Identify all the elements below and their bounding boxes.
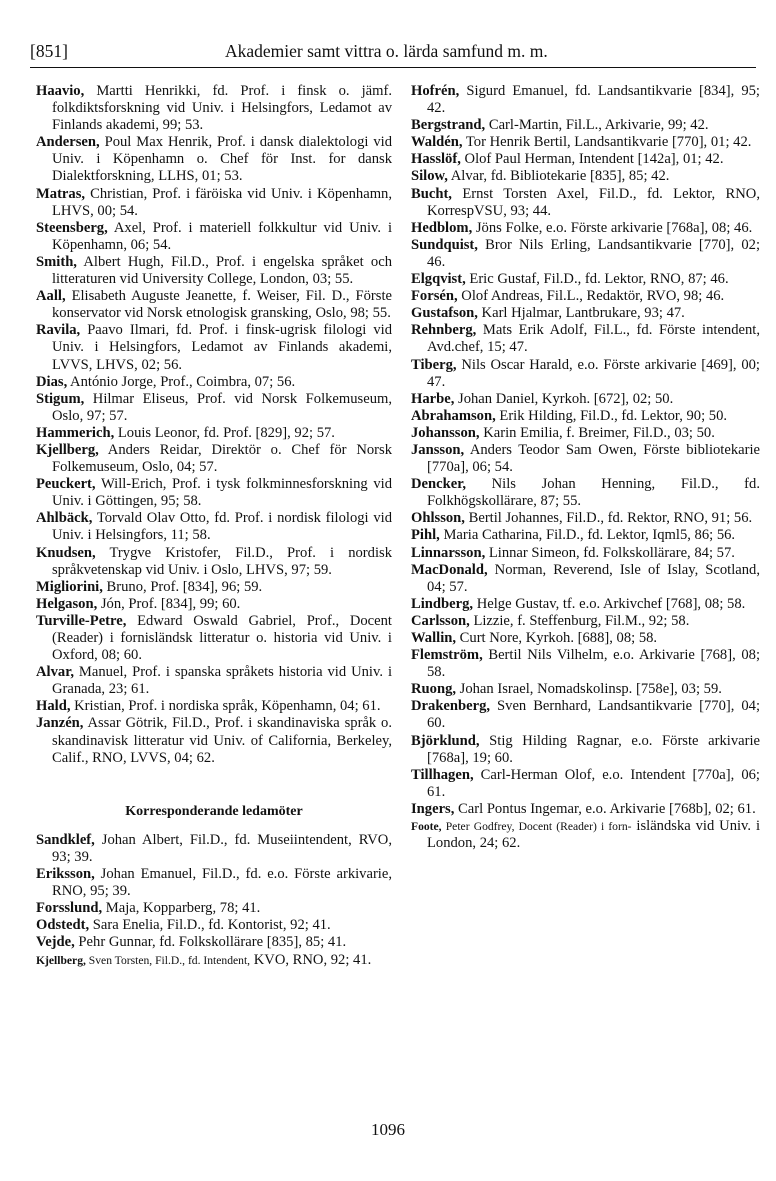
entry-name: Björklund, bbox=[411, 732, 480, 749]
list-item bbox=[411, 630, 760, 647]
section-heading: Korresponderande ledamöter bbox=[125, 803, 303, 819]
list-item bbox=[411, 733, 760, 767]
entry-text: KVO, RNO, 92; 41. bbox=[253, 951, 372, 968]
entry-name: Aall, bbox=[36, 288, 66, 305]
list-item bbox=[36, 545, 392, 579]
list-item bbox=[411, 151, 760, 168]
entry-text: Carl-Martin, Fil.L., Arkivarie, 99; 42. bbox=[485, 117, 709, 134]
list-item bbox=[411, 545, 760, 562]
entry-text: Sven Bernhard, Landsantikvarie [770], 04; 60. bbox=[427, 698, 760, 732]
entry-name: Turville-Petre, bbox=[36, 612, 127, 629]
list-item bbox=[411, 220, 760, 237]
list-item bbox=[36, 374, 392, 391]
entry-text: Lizzie, f. Steffenburg, Fil.M., 92; 58. bbox=[469, 612, 690, 629]
entry-text: Mats Erik Adolf, Fil.L., fd. Förste intendent, Avd.chef, 15; 47. bbox=[427, 322, 760, 356]
list-item bbox=[411, 613, 760, 630]
entry-name: Stigum, bbox=[36, 390, 85, 407]
entry-text: Trygve Kristofer, Fil.D., Prof. i nordisk språkvetenskap vid Univ. i Oslo, LHVS, 97; 59. bbox=[52, 544, 392, 578]
list-item bbox=[411, 596, 760, 613]
entry-text: Maria Catharina, Fil.D., fd. Lektor, Iqml5, 86; 56. bbox=[439, 527, 736, 544]
list-item bbox=[411, 425, 760, 442]
list-item bbox=[411, 801, 760, 818]
entry-text: Eric Gustaf, Fil.D., fd. Lektor, RNO, 87; 46. bbox=[465, 271, 729, 288]
entry-name: Silow, bbox=[411, 168, 448, 185]
entry-text: Edward Oswald Gabriel, Prof., Docent (Reader) i fornisländsk litteratur o. historia vid Univ. i Oxford, 08; 60. bbox=[52, 612, 392, 664]
list-item bbox=[411, 117, 760, 134]
entry-text: Maja, Kopparberg, 78; 41. bbox=[102, 900, 261, 917]
entry-text: Axel, Prof. i materiell folkkultur vid Univ. i Köpenhamn, 06; 54. bbox=[52, 219, 392, 253]
list-item bbox=[36, 186, 392, 220]
header-page-number: [851] bbox=[30, 41, 68, 61]
entry-name: Wallin, bbox=[411, 630, 457, 646]
entry-name: Kjellberg, bbox=[36, 953, 86, 967]
entry-name: Hofrén, bbox=[411, 83, 460, 99]
list-item bbox=[411, 698, 760, 732]
list-item bbox=[36, 83, 392, 134]
list-item bbox=[411, 476, 760, 510]
entry-text: Anders Teodor Sam Owen, Förste bibliotekarie [770a], 06; 54. bbox=[427, 441, 760, 476]
entry-text: Linnar Simeon, fd. Folkskollärare, 84; 57. bbox=[485, 544, 735, 561]
list-item bbox=[411, 186, 760, 220]
entry-text: Jón, Prof. [834], 99; 60. bbox=[97, 595, 241, 612]
list-item bbox=[36, 288, 392, 322]
entry-text: Elisabeth Auguste Jeanette, f. Weiser, Fil. D., Förste konservator vid Norsk etnologisk gransking, Oslo, 98; 55. bbox=[52, 288, 392, 322]
footer-page-number: 1096 bbox=[371, 1120, 405, 1139]
list-item bbox=[36, 391, 392, 425]
entry-text: Johan Emanuel, Fil.D., fd. e.o. Förste arkivarie, RNO, 95; 39. bbox=[52, 866, 392, 900]
entry-text: Stig Hilding Ragnar, e.o. Förste arkivarie [768a], 19; 60. bbox=[427, 732, 760, 766]
list-item bbox=[411, 271, 760, 288]
entry-text: Torvald Olav Otto, fd. Prof. i nordisk filologi vid Univ. i Helsingfors, 11; 58. bbox=[52, 510, 392, 544]
entry-text: Sigurd Emanuel, fd. Landsantikvarie [834], 95; 42. bbox=[427, 83, 760, 117]
entry-name: Drakenberg, bbox=[411, 698, 491, 715]
entry-text: Carl-Herman Olof, e.o. Intendent [770a], 06; 61. bbox=[427, 766, 760, 800]
entry-name: Dencker, bbox=[411, 476, 466, 493]
list-item bbox=[411, 134, 760, 151]
list-item bbox=[411, 322, 760, 356]
list-item bbox=[36, 220, 392, 254]
list-item bbox=[411, 818, 760, 852]
entry-name: Odstedt, bbox=[36, 917, 90, 934]
list-item bbox=[36, 900, 392, 917]
entry-name: Rehnberg, bbox=[411, 322, 477, 339]
entry-text: Bertil Johannes, Fil.D., fd. Rektor, RNO, 91; 56. bbox=[464, 510, 753, 527]
entry-text: Bertil Nils Vilhelm, e.o. Arkivarie [768], 08; 58. bbox=[427, 647, 760, 681]
entry-text: Paavo Ilmari, fd. Prof. i finsk-ugrisk filologi vid Univ. i Helsingfors, Ledamot av Finlands akademi, LVVS, LHVS, 02; 56. bbox=[52, 322, 392, 373]
entry-name: Tiberg, bbox=[411, 356, 457, 373]
list-item bbox=[36, 832, 392, 866]
list-item bbox=[411, 767, 760, 801]
list-item bbox=[36, 322, 392, 373]
entry-text: Johan Israel, Nomadskolinsp. [758e], 03; 59. bbox=[456, 681, 722, 698]
entry-text: Kristian, Prof. i nordiska språk, Köpenhamn, 04; 61. bbox=[70, 698, 381, 715]
entry-text: Christian, Prof. i färöiska vid Univ. i Köpenhamn, LHVS, 00; 54. bbox=[52, 185, 392, 219]
list-item bbox=[411, 527, 760, 544]
entry-name: Matras, bbox=[36, 185, 86, 202]
entry-name: Sandklef, bbox=[36, 831, 95, 848]
right-column bbox=[411, 83, 760, 852]
entry-name: Flemström, bbox=[411, 647, 483, 664]
entry-name: Sundquist, bbox=[411, 236, 478, 253]
entry-text: Ernst Torsten Axel, Fil.D., fd. Lektor, RNO, KorrespVSU, 93; 44. bbox=[427, 185, 760, 219]
entry-text: Erik Hilding, Fil.D., fd. Lektor, 90; 50. bbox=[495, 407, 728, 424]
entry-text: Jöns Folke, e.o. Förste arkivarie [768a], 08; 46. bbox=[472, 219, 753, 236]
list-item bbox=[411, 408, 760, 425]
entry-name: Ahlbäck, bbox=[36, 510, 93, 527]
list-item bbox=[36, 510, 392, 544]
list-item bbox=[36, 952, 392, 969]
entry-text: isländska vid Univ. i London, 24; 62. bbox=[427, 818, 760, 852]
entry-name: MacDonald, bbox=[411, 561, 488, 578]
entry-text: Nils Oscar Harald, e.o. Förste arkivarie [469], 00; 47. bbox=[427, 356, 760, 390]
entry-text: Sara Enelia, Fil.D., fd. Kontorist, 92; 41. bbox=[89, 917, 331, 934]
entry-name: Steensberg, bbox=[36, 219, 108, 236]
list-item bbox=[36, 866, 392, 900]
list-item bbox=[36, 664, 392, 698]
list-item bbox=[411, 562, 760, 596]
entry-text: Nils Johan Henning, Fil.D., fd. Folkhögskollärare, 87; 55. bbox=[427, 476, 760, 510]
entry-name: Jansson, bbox=[411, 441, 465, 458]
entry-name: Vejde, bbox=[36, 934, 75, 951]
list-item bbox=[36, 715, 392, 766]
entry-text: Curt Nore, Kyrkoh. [688], 08; 58. bbox=[456, 630, 658, 646]
entry-text: Johan Albert, Fil.D., fd. Museiintendent, RVO, 93; 39. bbox=[52, 831, 392, 865]
entry-text: Johan Daniel, Kyrkoh. [672], 02; 50. bbox=[454, 390, 674, 407]
entry-name: Bucht, bbox=[411, 185, 452, 202]
list-item bbox=[411, 168, 760, 185]
entry-text: Will-Erich, Prof. i tysk folkminnesforskning vid Univ. i Göttingen, 95; 58. bbox=[52, 476, 392, 510]
entry-name: Gustafson, bbox=[411, 305, 478, 322]
left-entry-list bbox=[36, 83, 392, 767]
entry-name: Waldén, bbox=[411, 134, 463, 151]
entry-text: Olof Andreas, Fil.L., Redaktör, RVO, 98; 46. bbox=[457, 288, 725, 305]
entry-text: Carl Pontus Ingemar, e.o. Arkivarie [768b], 02; 61. bbox=[454, 800, 756, 817]
entry-name: Hedblom, bbox=[411, 219, 473, 236]
entry-name: Forsén, bbox=[411, 288, 458, 305]
entry-name: Ingers, bbox=[411, 800, 455, 817]
entry-name: Hald, bbox=[36, 698, 71, 715]
list-item bbox=[411, 510, 760, 527]
right-entry-list bbox=[411, 83, 760, 818]
entry-name: Tillhagen, bbox=[411, 766, 474, 783]
entry-text: Karin Emilia, f. Breimer, Fil.D., 03; 50. bbox=[479, 424, 715, 441]
header-rule bbox=[30, 67, 756, 68]
entry-text: Karl Hjalmar, Lantbrukare, 93; 47. bbox=[477, 305, 685, 322]
list-item bbox=[411, 442, 760, 476]
entry-name: Abrahamson, bbox=[411, 407, 496, 424]
entry-name: Helgason, bbox=[36, 595, 98, 612]
entry-text: Poul Max Henrik, Prof. i dansk dialektologi vid Univ. i Köpenhamn o. Chef för Inst. for dansk Dialektforskning, LLHS, 01; 53. bbox=[52, 134, 392, 185]
list-item bbox=[36, 476, 392, 510]
list-item bbox=[36, 254, 392, 288]
list-item bbox=[411, 391, 760, 408]
entry-text: Louis Leonor, fd. Prof. [829], 92; 57. bbox=[114, 424, 335, 441]
entry-text: Bruno, Prof. [834], 96; 59. bbox=[102, 578, 263, 595]
list-item bbox=[411, 83, 760, 117]
entry-text: Pehr Gunnar, fd. Folkskollärare [835], 85; 41. bbox=[74, 934, 347, 951]
list-item bbox=[411, 237, 760, 271]
entry-name: Haavio, bbox=[36, 83, 85, 99]
entry-name: Ohlsson, bbox=[411, 510, 465, 527]
entry-text: Tor Henrik Bertil, Landsantikvarie [770], 01; 42. bbox=[462, 134, 752, 151]
entry-text: Alvar, fd. Bibliotekarie [835], 85; 42. bbox=[447, 168, 670, 185]
entry-text: Hilmar Eliseus, Prof. vid Norsk Folkemuseum, Oslo, 97; 57. bbox=[52, 390, 392, 424]
entry-text: Helge Gustav, tf. e.o. Arkivchef [768], 08; 58. bbox=[473, 595, 746, 612]
entry-text: Manuel, Prof. i spanska språkets historia vid Univ. i Granada, 23; 61. bbox=[52, 664, 392, 698]
list-item bbox=[36, 425, 392, 442]
entry-name: Kjellberg, bbox=[36, 441, 99, 458]
entry-name: Foote, bbox=[411, 820, 442, 834]
entry-name: Dias, bbox=[36, 373, 68, 390]
entry-name: Linnarsson, bbox=[411, 544, 486, 561]
list-item bbox=[411, 681, 760, 698]
entry-text: Martti Henrikki, fd. Prof. i finsk o. jämf. folkdiktsforskning vid Univ. i Helsingfors, Ledamot av Finlands akademi, 99; 53. bbox=[52, 83, 392, 134]
entry-name: Hammerich, bbox=[36, 424, 115, 441]
list-item bbox=[411, 305, 760, 322]
entry-name: Migliorini, bbox=[36, 578, 103, 595]
list-item bbox=[36, 917, 392, 934]
entry-name: Harbe, bbox=[411, 390, 455, 407]
entry-name: Forsslund, bbox=[36, 900, 103, 917]
entry-name: Smith, bbox=[36, 253, 77, 270]
entry-name: Pihl, bbox=[411, 527, 440, 544]
entry-name: Ravila, bbox=[36, 322, 81, 339]
entry-name: Knudsen, bbox=[36, 544, 96, 561]
entry-text: Sven Torsten, Fil.D., fd. Intendent, bbox=[85, 953, 251, 967]
entry-text: António Jorge, Prof., Coimbra, 07; 56. bbox=[67, 373, 296, 390]
entry-text: Olof Paul Herman, Intendent [142a], 01; 42. bbox=[460, 151, 724, 168]
entry-text: Norman, Reverend, Isle of Islay, Scotland, 04; 57. bbox=[427, 561, 760, 595]
running-head: Akademier samt vittra o. lärda samfund m. m. bbox=[225, 41, 548, 61]
list-item bbox=[36, 613, 392, 664]
list-item bbox=[36, 934, 392, 951]
list-item bbox=[411, 357, 760, 391]
entry-name: Hasslöf, bbox=[411, 151, 461, 168]
list-item bbox=[36, 698, 392, 715]
entry-text: Albert Hugh, Fil.D., Prof. i engelska språket och litteraturen vid University College, London, 03; 55. bbox=[52, 253, 392, 288]
corresponding-members-list bbox=[36, 832, 392, 952]
entry-text: Bror Nils Erling, Landsantikvarie [770], 02; 46. bbox=[427, 236, 760, 270]
entry-name: Ruong, bbox=[411, 681, 457, 698]
list-item bbox=[36, 596, 392, 613]
entry-name: Carlsson, bbox=[411, 612, 470, 629]
entry-name: Alvar, bbox=[36, 664, 74, 681]
list-item bbox=[36, 442, 392, 476]
entry-name: Eriksson, bbox=[36, 866, 95, 883]
entry-name: Elgqvist, bbox=[411, 271, 466, 288]
entry-text: Anders Reidar, Direktör o. Chef för Norsk Folkemuseum, Oslo, 04; 57. bbox=[52, 441, 392, 476]
entry-name: Peuckert, bbox=[36, 476, 96, 493]
entry-name: Bergstrand, bbox=[411, 117, 486, 134]
entry-text: Peter Godfrey, Docent (Reader) i forn- bbox=[441, 820, 632, 834]
list-item bbox=[36, 579, 392, 596]
entry-name: Janzén, bbox=[36, 715, 84, 732]
list-item bbox=[411, 288, 760, 305]
entry-name: Lindberg, bbox=[411, 595, 474, 612]
list-item bbox=[36, 134, 392, 185]
list-item bbox=[411, 647, 760, 681]
entry-name: Johansson, bbox=[411, 424, 480, 441]
entry-text: Assar Götrik, Fil.D., Prof. i skandinaviska språk o. skandinavisk litteratur vid Univ. of California, Berkeley, Calif., RNO, LVVS, 04; 62. bbox=[52, 715, 392, 766]
entry-name: Andersen, bbox=[36, 134, 100, 151]
left-column bbox=[36, 83, 392, 969]
